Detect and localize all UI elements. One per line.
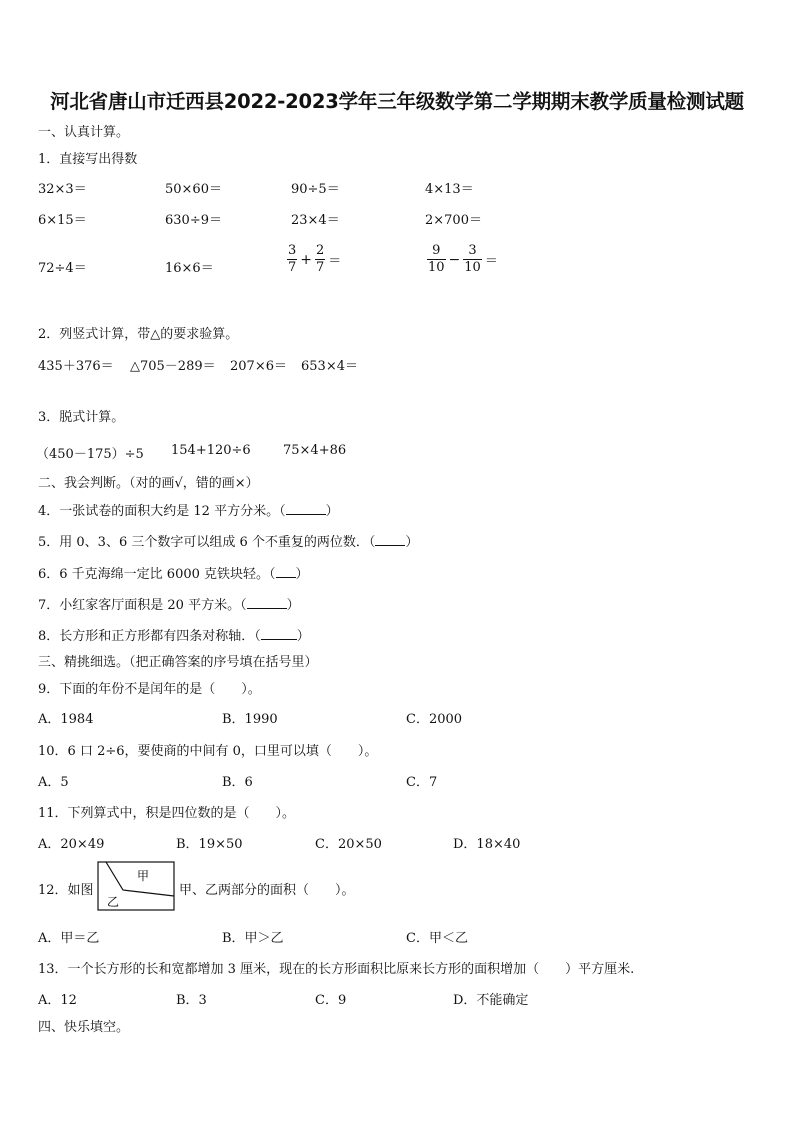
q3-item-2: 154+120÷6 bbox=[171, 443, 251, 458]
q13-option-b: B．3 bbox=[176, 993, 207, 1008]
q13-option-d: D．不能确定 bbox=[453, 993, 529, 1008]
judge-q5: 5．用 0、3、6 三个数字可以组成 6 个不重复的两位数．（ ） bbox=[38, 535, 419, 550]
section-4-heading: 四、快乐填空。 bbox=[38, 1020, 130, 1035]
q3-label: 3．脱式计算。 bbox=[38, 410, 125, 425]
q1-r1-c1: 32×3＝ bbox=[38, 182, 87, 197]
q1-r2-c1: 6×15＝ bbox=[38, 213, 87, 228]
fraction: $\frac{9}{10}$ bbox=[428, 243, 445, 275]
q3-item-3: 75×4+86 bbox=[283, 443, 347, 458]
q1-fraction-expr-1 bbox=[287, 243, 341, 276]
judge-q4: 4．一张试卷的面积大约是 12 平方分米。（ ） bbox=[38, 504, 339, 519]
equals-sign: ＝ bbox=[484, 254, 498, 269]
q2-item-1: 435＋376＝ bbox=[38, 359, 114, 374]
q12-stem-prefix: 12．如图 bbox=[38, 883, 94, 898]
q13-option-c: C．9 bbox=[315, 993, 347, 1008]
q13-option-a: A．12 bbox=[38, 993, 77, 1008]
q12-option-b: B．甲＞乙 bbox=[222, 931, 284, 946]
q12-option-a: A．甲＝乙 bbox=[38, 931, 100, 946]
fraction: $\frac{2}{7}$ bbox=[316, 243, 325, 275]
q11-option-d: D．18×40 bbox=[453, 837, 521, 852]
q1-r1-c3: 90÷5＝ bbox=[291, 182, 340, 197]
q1-r2-c4: 2×700＝ bbox=[425, 213, 482, 228]
operator: − bbox=[448, 251, 461, 268]
q10-option-a: A．5 bbox=[38, 775, 69, 790]
q1-r2-c3: 23×4＝ bbox=[291, 213, 340, 228]
q12-label-jia: 甲 bbox=[137, 869, 150, 883]
q12-stem-suffix: 甲、乙两部分的面积（ ）。 bbox=[179, 883, 355, 898]
page-title: 河北省唐山市迁西县2022-2023学年三年级数学第二学期期末教学质量检测试题 bbox=[50, 90, 744, 113]
fraction: $\frac{3}{10}$ bbox=[464, 243, 481, 275]
q1-r1-c4: 4×13＝ bbox=[425, 182, 474, 197]
judge-q8: 8．长方形和正方形都有四条对称轴．（ ） bbox=[38, 629, 310, 644]
q9-stem: 9．下面的年份不是闰年的是（ ）。 bbox=[38, 682, 261, 697]
q2-item-4: 653×4＝ bbox=[301, 359, 358, 374]
q3-item-1: （450－175）÷5 bbox=[36, 447, 144, 462]
q12-label-yi: 乙 bbox=[107, 895, 120, 909]
judge-q6: 6．6 千克海绵一定比 6000 克铁块轻。（ ） bbox=[38, 567, 309, 582]
q12-rectangle-figure bbox=[97, 861, 175, 911]
q1-r3-c2: 16×6＝ bbox=[165, 261, 214, 276]
q2-label: 2．列竖式计算，带△的要求验算。 bbox=[38, 327, 239, 342]
q11-stem: 11．下列算式中，积是四位数的是（ ）。 bbox=[38, 806, 296, 821]
q10-option-c: C．7 bbox=[406, 775, 438, 790]
q1-fraction-expr-2 bbox=[427, 243, 498, 276]
fraction: $\frac{3}{7}$ bbox=[288, 243, 297, 275]
q9-option-c: C．2000 bbox=[406, 712, 463, 727]
section-2-heading: 二、我会判断。（对的画√，错的画×） bbox=[38, 476, 259, 491]
q1-label: 1．直接写出得数 bbox=[38, 152, 138, 167]
section-1-heading: 一、认真计算。 bbox=[38, 125, 130, 140]
q1-r1-c2: 50×60＝ bbox=[165, 182, 222, 197]
q11-option-a: A．20×49 bbox=[38, 837, 105, 852]
q2-item-2: △705－289＝ bbox=[130, 359, 216, 374]
q1-r3-c1: 72÷4＝ bbox=[38, 261, 87, 276]
q1-r2-c2: 630÷9＝ bbox=[165, 213, 222, 228]
operator: + bbox=[300, 251, 313, 268]
q10-stem: 10．6 口 2÷6，要使商的中间有 0，口里可以填（ ）。 bbox=[38, 744, 378, 759]
q11-option-c: C．20×50 bbox=[315, 837, 382, 852]
q9-option-b: B．1990 bbox=[222, 712, 278, 727]
section-3-heading: 三、精挑细选。（把正确答案的序号填在括号里） bbox=[38, 655, 318, 670]
q9-option-a: A．1984 bbox=[38, 712, 94, 727]
q13-stem: 13．一个长方形的长和宽都增加 3 厘米，现在的长方形面积比原来长方形的面积增加（ ）平方厘米. bbox=[38, 962, 635, 977]
judge-q7: 7．小红家客厅面积是 20 平方米。（ ） bbox=[38, 598, 300, 613]
q2-item-3: 207×6＝ bbox=[230, 359, 287, 374]
q10-option-b: B．6 bbox=[222, 775, 253, 790]
q12-option-c: C．甲＜乙 bbox=[406, 931, 468, 946]
q11-option-b: B．19×50 bbox=[176, 837, 243, 852]
equals-sign: ＝ bbox=[328, 254, 342, 269]
